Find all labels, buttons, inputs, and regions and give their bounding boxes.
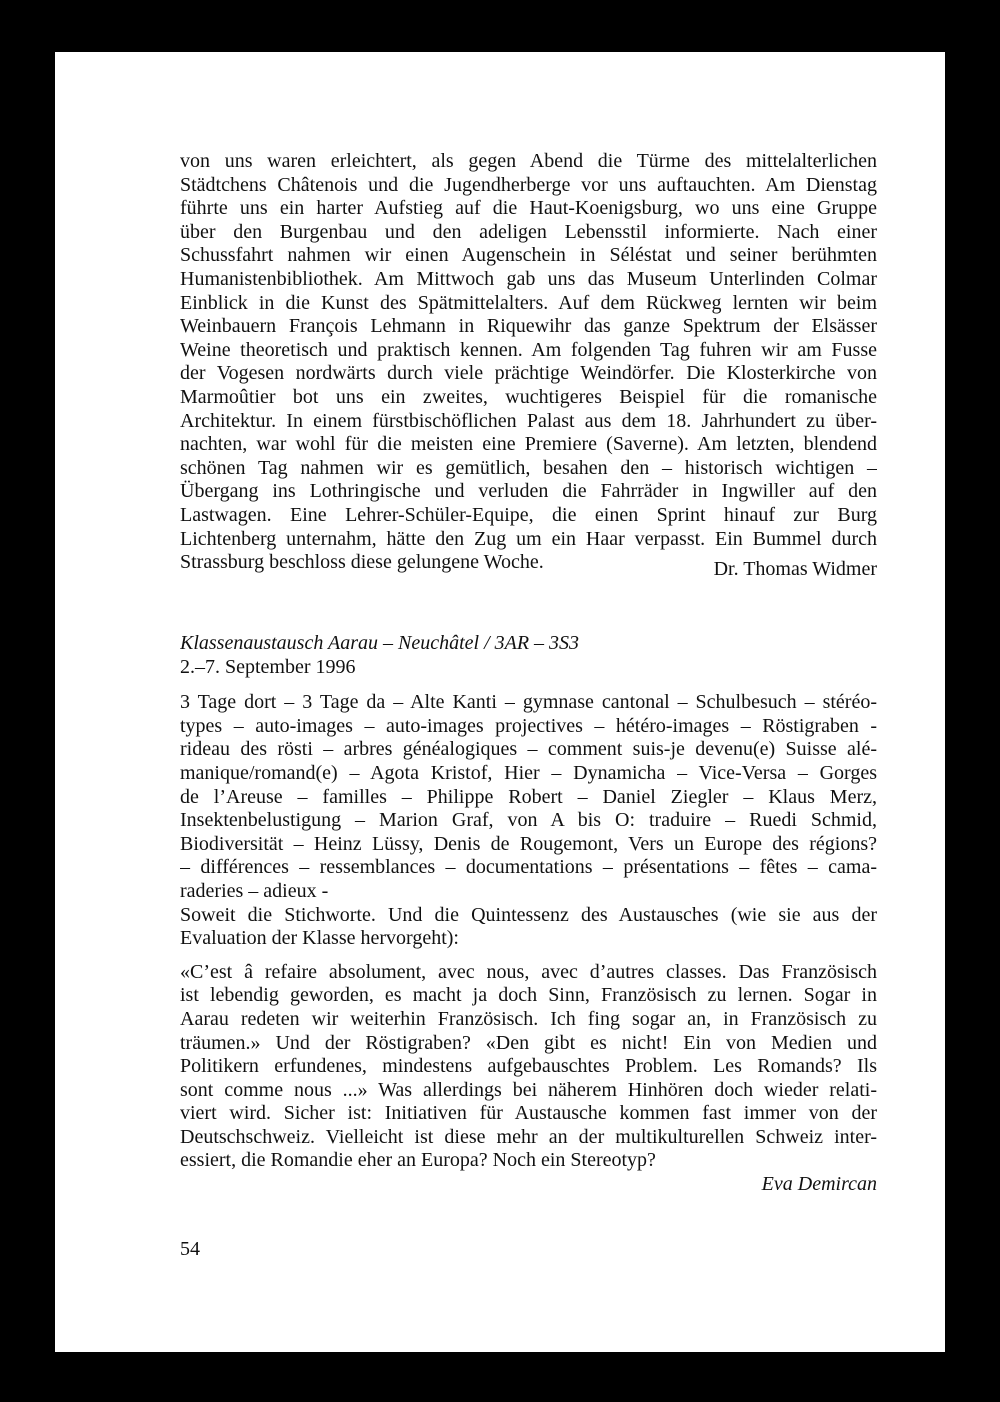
closing-line-row — [180, 551, 877, 581]
text-line: von uns waren erleichtert, als gegen Abend die Türme des mittelalterlichen — [180, 150, 877, 172]
text-line: führte uns ein harter Aufstieg auf die Haut-Koenigsburg, wo uns eine Gruppe — [180, 197, 877, 220]
text-line: Soweit die Stichworte. Und die Quintessenz des Austausches (wie sie aus der — [180, 903, 877, 926]
text-line: Weinbauern François Lehmann in Riquewihr das ganze Spektrum der Elsässer — [180, 315, 877, 338]
text-line: manique/romand(e) – Agota Kristof, Hier – Dynamicha – Vice-Versa – Gorges — [180, 761, 877, 784]
article-widmer — [180, 150, 877, 581]
article-date: 2.–7. September 1996 — [180, 655, 356, 678]
text-line: de l’Areuse – familles – Philippe Robert – Daniel Ziegler – Klaus Merz, — [180, 785, 877, 808]
text-line: rideau des rösti – arbres généalogiques – comment suis-je devenu(e) Suisse alé- — [180, 738, 877, 761]
text-line: Deutschschweiz. Vielleicht ist diese mehr an der multikulturellen Schweiz inter- — [180, 1125, 877, 1148]
text-line: «C’est â refaire absolument, avec nous, avec d’autres classes. Das Französisch — [180, 960, 877, 983]
text-line: types – auto-images – auto-images projectives – hétéro-images – Röstigraben - — [180, 714, 877, 737]
text-line: 3 Tage dort – 3 Tage da – Alte Kanti – gymnase cantonal – Schulbesuch – stéréo- — [180, 691, 877, 714]
text-line: schönen Tag nahmen wir es gemütlich, besahen den – historisch wichtigen – — [180, 456, 877, 479]
author-signature: Eva Demircan — [761, 1173, 877, 1196]
paragraph-gap — [180, 951, 877, 961]
text-line: Schussfahrt nahmen wir einen Augenschein in Séléstat und seiner berühmten — [180, 244, 877, 267]
text-line: Lastwagen. Eine Lehrer-Schüler-Equipe, die einen Sprint hinauf zur Burg — [180, 503, 877, 526]
text-line: Weine theoretisch und praktisch kennen. Am folgenden Tag fuhren wir am Fusse — [180, 338, 877, 361]
text-line: essiert, die Romandie eher an Europa? Noch ein Stereotyp? — [180, 1149, 656, 1172]
text-line: Lichtenberg unternahm, hätte den Zug um ein Haar verpasst. Ein Bummel durch — [180, 527, 877, 550]
text-line: Marmoûtier bot uns ein zweites, wuchtigeres Beispiel für die romanische — [180, 385, 877, 408]
paragraph-gap — [180, 679, 877, 691]
text-line: Insektenbelustigung – Marion Graf, von A bis O: traduire – Ruedi Schmid, — [180, 809, 877, 832]
text-line: Übergang ins Lothringische und verluden die Fahrräder in Ingwiller auf den — [180, 480, 877, 503]
page-number: 54 — [180, 1238, 200, 1260]
author-signature: Dr. Thomas Widmer — [713, 558, 877, 581]
text-line: nachten, war wohl für die meisten eine Premiere (Saverne). Am letzten, blendend — [180, 433, 877, 456]
text-line: Einblick in die Kunst des Spätmittelalters. Auf dem Rückweg lernten wir beim — [180, 291, 877, 314]
article-demircan — [180, 632, 877, 1197]
text-line: – différences – ressemblances – documentations – présentations – fêtes – cama- — [180, 856, 877, 879]
text-line: Humanistenbibliothek. Am Mittwoch gab uns das Museum Unterlinden Colmar — [180, 267, 877, 290]
text-line: der Vogesen nordwärts durch viele prächtige Weindörfer. Die Klosterkirche von — [180, 362, 877, 385]
document-page — [55, 52, 945, 1352]
text-line: träumen.» Und der Röstigraben? «Den gibt es nicht! Ein von Medien und — [180, 1031, 877, 1054]
text-line: Städtchens Châtenois und die Jugendherberge vor uns auftauchten. Am Dienstag — [180, 173, 877, 196]
article-title: Klassenaustausch Aarau – Neuchâtel / 3AR – 3S3 — [180, 632, 580, 654]
text-line: über den Burgenbau und den adeligen Lebensstil informierte. Nach einer — [180, 220, 877, 243]
text-line: Aarau redeten wir weiterhin Französisch. Ich fing sogar an, in Französisch zu — [180, 1007, 877, 1030]
text-line: Architektur. In einem fürstbischöflichen Palast aus dem 18. Jahrhundert zu über- — [180, 409, 877, 432]
text-line: raderies – adieux - — [180, 879, 329, 902]
text-line: Evaluation der Klasse hervorgeht): — [180, 927, 459, 950]
text-line: viert wird. Sicher ist: Initiativen für Austausche kommen fast immer von der — [180, 1102, 877, 1125]
text-line: Politikern erfundenes, mindestens aufgebauschtes Problem. Les Romands? Ils — [180, 1055, 877, 1078]
text-line: sont comme nous ...» Was allerdings bei näherem Hinhören doch wieder relati- — [180, 1078, 877, 1101]
text-line: Biodiversität – Heinz Lüssy, Denis de Rougemont, Vers un Europe des régions? — [180, 832, 877, 855]
text-line: Strassburg beschloss diese gelungene Woche. — [180, 551, 544, 574]
text-line: ist lebendig geworden, es macht ja doch Sinn, Französisch zu lernen. Sogar in — [180, 984, 877, 1007]
